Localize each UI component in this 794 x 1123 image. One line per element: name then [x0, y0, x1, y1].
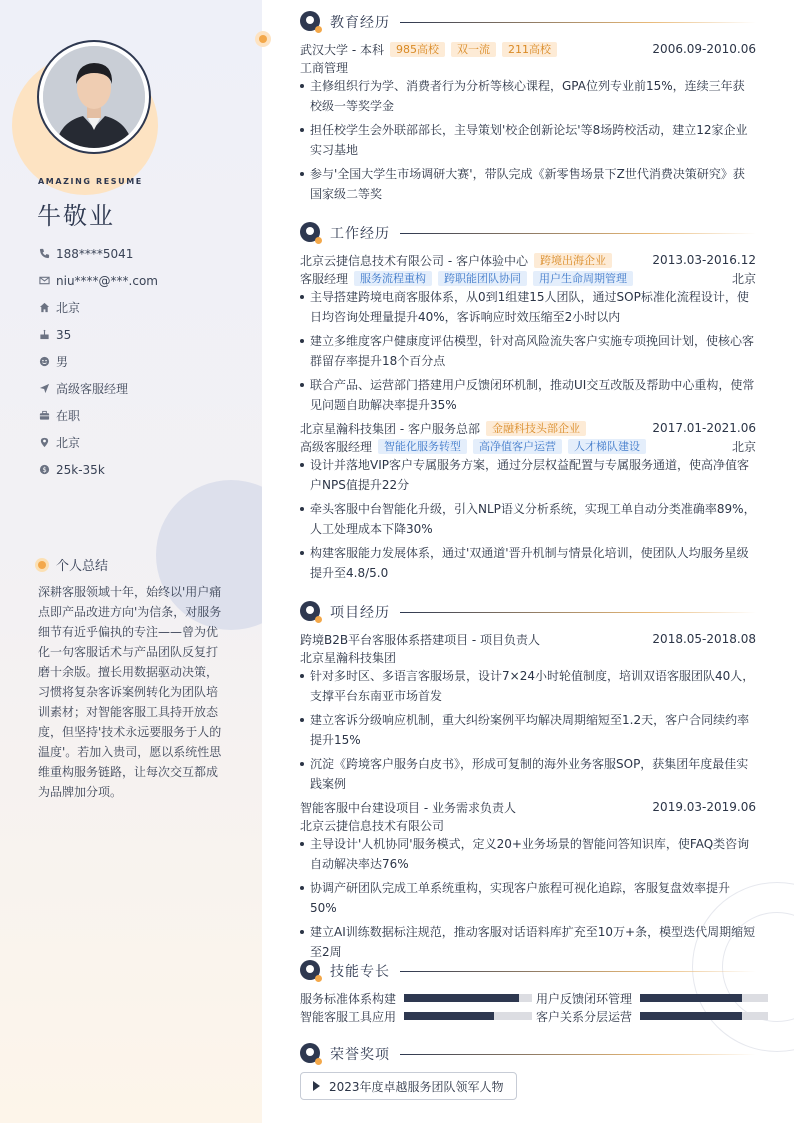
- skill-bar-fill: [640, 1012, 742, 1020]
- section-icon: [300, 11, 322, 33]
- section-header-work: [300, 222, 756, 244]
- decorative-dot: [255, 31, 271, 47]
- skill-item: [300, 990, 532, 1006]
- list-item: 构建客服能力发展体系，通过'双通道'晋升机制与情景化培训，使团队人均服务星级提升至4.8/5.0: [300, 543, 756, 583]
- info-item-age: 35: [38, 321, 158, 348]
- section-icon: [300, 601, 322, 623]
- project-date: 2019.03-2019.06: [652, 800, 756, 814]
- avatar: [43, 46, 145, 148]
- job-date: 2013.03-2016.12: [652, 253, 756, 267]
- info-item-city: 北京: [38, 294, 158, 321]
- job-date: 2017.01-2021.06: [652, 421, 756, 435]
- play-triangle-icon: [313, 1081, 320, 1091]
- section-icon: [300, 1043, 322, 1065]
- project-name: 跨境B2B平台客服体系搭建项目 - 项目负责人: [300, 632, 541, 647]
- svg-text:$: $: [41, 465, 47, 474]
- job-bullets: [300, 287, 756, 419]
- job-location: 北京: [731, 439, 756, 454]
- list-item: 联合产品、运营部门搭建用户反馈闭环机制，推动UI交互改版及帮助中心重构，使常见问题自助解决率提升35%: [300, 375, 756, 415]
- skill-name: 客户关系分层运营: [536, 1009, 633, 1024]
- section-title: 工作经历: [330, 226, 390, 242]
- project-org-row: [300, 816, 756, 834]
- section-title: 技能专长: [330, 964, 390, 980]
- skill-name: 智能客服工具应用: [300, 1009, 397, 1024]
- skill-name: 服务标准体系构建: [300, 991, 397, 1006]
- summary-text: 深耕客服领域十年，始终以'用户痛点即产品改进方向'为信条，对服务细节有近乎偏执的专注——曾为优化一句客服话术与产品团队反复打磨十余版。擅长用数据驱动决策，习惯将复杂客诉案例转化为团队培训素材；对智能客服工具持开放态度，但坚持'技术永远要服务于人的温度'。若加入贵司，愿以系统性思维重构服务链路，让每次交互都成为品牌加分项。: [38, 585, 222, 799]
- school-name: 武汉大学 - 本科: [300, 42, 384, 57]
- home-icon: [38, 302, 50, 314]
- info-item-position: 高级客服经理: [38, 375, 158, 402]
- project-bullets: [300, 666, 756, 798]
- skill-bar-fill: [404, 994, 519, 1002]
- section-divider: [400, 612, 756, 613]
- list-item: 主修组织行为学、消费者行为分析等核心课程，GPA位列专业前15%，连续三年获校级一等奖学金: [300, 76, 756, 116]
- skill-tag: 服务流程重构: [354, 271, 432, 286]
- job-role: 高级客服经理: [300, 439, 373, 454]
- company-tag: 金融科技头部企业: [486, 421, 586, 436]
- info-item-email: niu****@***.com: [38, 267, 158, 294]
- section-title: 荣誉奖项: [330, 1047, 390, 1063]
- list-item: 设计并落地VIP客户专属服务方案，通过分层权益配置与专属服务通道，使高净值客户NPS值提升22分: [300, 455, 756, 495]
- job-bullets: [300, 455, 756, 587]
- list-item: 牵头客服中台智能化升级，引入NLP语义分析系统，实现工单自动分类准确率89%，人工处理成本下降30%: [300, 499, 756, 539]
- send-icon: [38, 383, 50, 395]
- list-item: 建立客诉分级响应机制，重大纠纷案例平均解决周期缩短至1.2天，客户合同续约率提升15%: [300, 710, 756, 750]
- skill-item: [536, 990, 768, 1006]
- skill-bar-fill: [640, 994, 742, 1002]
- skill-tag: 人才梯队建设: [568, 439, 646, 454]
- skill-tag: 智能化服务转型: [378, 439, 467, 454]
- project-org: 北京云捷信息技术有限公司: [300, 818, 445, 833]
- list-item: 参与'全国大学生市场调研大赛'，带队完成《新零售场景下Z世代消费决策研究》获国家级二等奖: [300, 164, 756, 204]
- list-item: 建立AI训练数据标注规范，推动客服对话语料库扩充至10万+条，模型迭代周期缩短至2周: [300, 922, 756, 962]
- section-divider: [400, 233, 756, 234]
- info-item-status: 在职: [38, 402, 158, 429]
- skill-bar: [404, 1012, 532, 1020]
- briefcase-icon: [38, 410, 50, 422]
- cake-icon: [38, 329, 50, 341]
- tagline: AMAZING RESUME: [38, 177, 143, 186]
- education-date: 2006.09-2010.06: [652, 42, 756, 56]
- project-org: 北京星瀚科技集团: [300, 650, 397, 665]
- school-tag: 985高校: [390, 42, 445, 57]
- info-item-phone: 188****5041: [38, 240, 158, 267]
- project-header-row: [300, 798, 756, 816]
- award-item: [300, 1072, 517, 1100]
- info-item-gender: 男: [38, 348, 158, 375]
- project-header-row: [300, 630, 756, 648]
- avatar-frame: [37, 40, 151, 154]
- major: 工商管理: [300, 60, 349, 75]
- salary-icon: [38, 464, 50, 476]
- list-item: 协调产研团队完成工单系统重构，实现客户旅程可视化追踪，客服复盘效率提升50%: [300, 878, 756, 918]
- summary-header: [35, 555, 108, 574]
- skill-bar-fill: [404, 1012, 494, 1020]
- info-item-target-city: 北京: [38, 429, 158, 456]
- section-divider: [400, 1054, 756, 1055]
- skill-bar: [640, 994, 768, 1002]
- section-title: 教育经历: [330, 15, 390, 31]
- job-location: 北京: [731, 271, 756, 286]
- list-item: 建立多维度客户健康度评估模型，针对高风险流失客户实施专项挽回计划，使核心客群留存率提升18个百分点: [300, 331, 756, 371]
- section-header-education: [300, 11, 756, 33]
- skill-bar: [640, 1012, 768, 1020]
- section-divider: [400, 971, 756, 972]
- sidebar: [0, 0, 262, 1123]
- section-header-awards: [300, 1043, 756, 1065]
- project-name: 智能客服中台建设项目 - 业务需求负责人: [300, 800, 516, 815]
- portrait-photo: [43, 46, 145, 148]
- section-header-projects: [300, 601, 756, 623]
- job-header-row: [300, 419, 756, 437]
- skill-name: 用户反馈闭环管理: [536, 991, 633, 1006]
- education-major-row: [300, 58, 756, 76]
- skill-item: [536, 1008, 768, 1024]
- list-item: 担任校学生会外联部部长，主导策划'校企创新论坛'等8场跨校活动，建立12家企业实习基地: [300, 120, 756, 160]
- summary-dot-icon: [35, 558, 49, 572]
- school-tag: 211高校: [502, 42, 557, 57]
- company-name: 北京星瀚科技集团 - 客户服务总部: [300, 421, 480, 436]
- skill-tag: 用户生命周期管理: [533, 271, 633, 286]
- list-item: 针对多时区、多语言客服场景，设计7×24小时轮值制度，培训双语客服团队40人，支撑平台东南亚市场首发: [300, 666, 756, 706]
- section-icon: [300, 960, 322, 982]
- skill-tag: 跨职能团队协同: [438, 271, 527, 286]
- phone-icon: [38, 248, 50, 260]
- skill-item: [300, 1008, 532, 1024]
- skill-bar: [404, 994, 532, 1002]
- section-title: 项目经历: [330, 605, 390, 621]
- job-role-row: [300, 269, 756, 287]
- list-item: 沉淀《跨境客户服务白皮书》，形成可复制的海外业务客服SOP，获集团年度最佳实践案例: [300, 754, 756, 794]
- info-item-salary: $ 25k-35k: [38, 456, 158, 483]
- award-text: 2023年度卓越服务团队领军人物: [329, 1079, 504, 1094]
- job-role: 客服经理: [300, 271, 349, 286]
- job-header-row: [300, 251, 756, 269]
- project-org-row: [300, 648, 756, 666]
- section-icon: [300, 222, 322, 244]
- section-divider: [400, 22, 756, 23]
- location-pin-icon: [38, 437, 50, 449]
- job-role-row: [300, 437, 756, 455]
- skill-tag: 高净值客户运营: [473, 439, 562, 454]
- section-header-skills: [300, 960, 756, 982]
- project-bullets: [300, 834, 756, 966]
- school-tag: 双一流: [451, 42, 496, 57]
- candidate-name: 牛敬业: [37, 202, 115, 230]
- contact-info-list: [38, 240, 158, 483]
- mail-icon: [38, 275, 50, 287]
- company-tag: 跨境出海企业: [534, 253, 612, 268]
- company-name: 北京云捷信息技术有限公司 - 客户体验中心: [300, 253, 528, 268]
- education-bullets: [300, 76, 756, 208]
- education-row: [300, 40, 756, 58]
- list-item: 主导设计'人机协同'服务模式，定义20+业务场景的智能问答知识库，使FAQ类咨询自动解决率达76%: [300, 834, 756, 874]
- project-date: 2018.05-2018.08: [652, 632, 756, 646]
- summary-title: 个人总结: [56, 559, 109, 574]
- list-item: 主导搭建跨境电商客服体系，从0到1组建15人团队，通过SOP标准化流程设计，使日均咨询处理量提升40%，客诉响应时效压缩至2小时以内: [300, 287, 756, 327]
- gender-icon: [38, 356, 50, 368]
